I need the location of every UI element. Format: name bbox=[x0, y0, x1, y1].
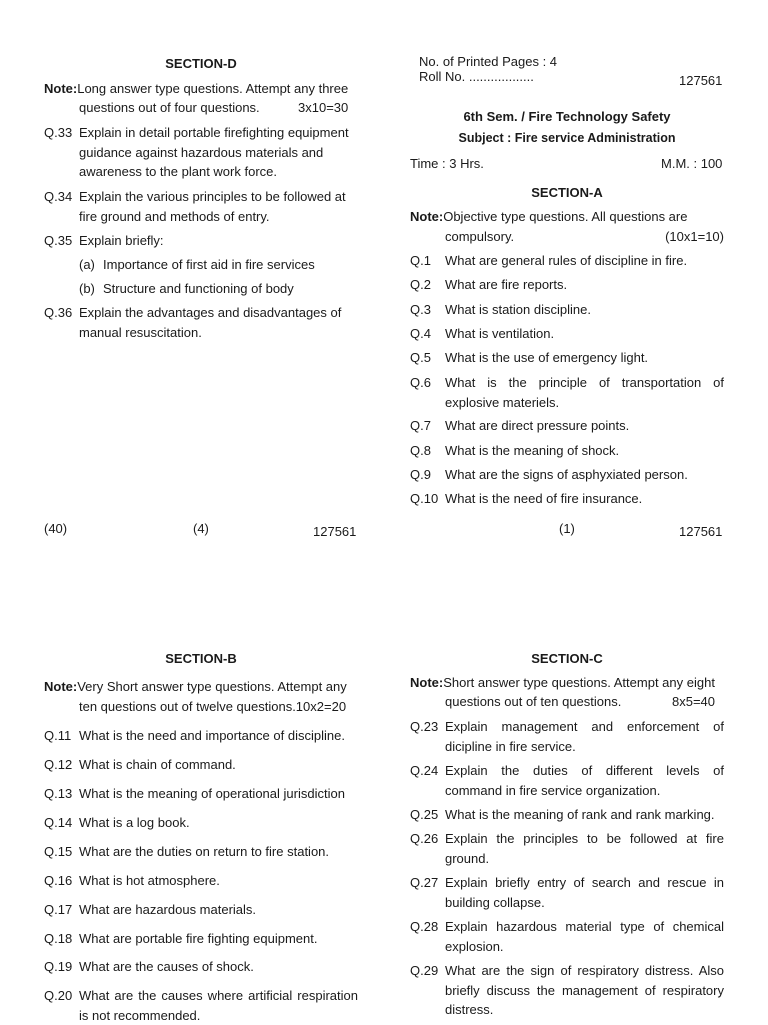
question-text-line: briefly discuss the management of respiratory bbox=[445, 981, 724, 1001]
question-number: Q.18 bbox=[44, 929, 72, 949]
section-a-note-line2 bbox=[445, 227, 724, 247]
note-text-line2: ten questions out of twelve questions.10x2=20 bbox=[79, 699, 346, 714]
question-text-line: What is the meaning of rank and rank marking. bbox=[445, 805, 724, 825]
footer-page-number: (4) bbox=[193, 521, 209, 536]
question-text-line: What is the meaning of operational jurisdiction bbox=[79, 784, 358, 804]
question-q18 bbox=[44, 929, 358, 949]
subpart-label: (b) bbox=[79, 281, 95, 296]
question-q29 bbox=[410, 961, 724, 1020]
question-text-line: Explain the duties of different levels of bbox=[445, 761, 724, 781]
section-a-title: SECTION-A bbox=[410, 185, 724, 200]
question-number: Q.23 bbox=[410, 717, 438, 737]
question-number: Q.15 bbox=[44, 842, 72, 862]
question-text-line: What is the need of fire insurance. bbox=[445, 489, 724, 509]
section-d-note-line2 bbox=[79, 98, 362, 118]
question-q27 bbox=[410, 873, 724, 912]
question-text-line: command in fire service organization. bbox=[445, 781, 724, 801]
question-q1 bbox=[410, 251, 724, 271]
question-text-line: Explain the various principles to be followed at bbox=[79, 187, 358, 207]
question-q9 bbox=[410, 465, 724, 485]
question-text-line: What is the use of emergency light. bbox=[445, 348, 724, 368]
question-q12 bbox=[44, 755, 358, 775]
question-text-line: What is ventilation. bbox=[445, 324, 724, 344]
question-text-line: What are the causes where artificial respiration bbox=[79, 986, 358, 1006]
section-a-note bbox=[410, 207, 724, 227]
question-text-line: Explain briefly: bbox=[79, 231, 358, 251]
subpart-text: Structure and functioning of body bbox=[103, 279, 294, 299]
note-label: Note: bbox=[44, 679, 77, 694]
footer-page-number: (1) bbox=[559, 521, 575, 536]
question-q4 bbox=[410, 324, 724, 344]
question-q26 bbox=[410, 829, 724, 868]
note-marks: (10x1=10) bbox=[665, 227, 724, 247]
question-text-line: What is hot atmosphere. bbox=[79, 871, 358, 891]
question-number: Q.2 bbox=[410, 275, 431, 295]
question-text-line: building collapse. bbox=[445, 893, 724, 913]
question-text-line: Explain management and enforcement of bbox=[445, 717, 724, 737]
question-number: Q.20 bbox=[44, 986, 72, 1006]
question-q24 bbox=[410, 761, 724, 800]
question-number: Q.10 bbox=[410, 489, 438, 509]
question-text-line: awareness to the plant work force. bbox=[79, 162, 358, 182]
question-text-line: What is the need and importance of discipline. bbox=[79, 726, 358, 746]
subject-line: Subject : Fire service Administration bbox=[410, 131, 724, 145]
note-label: Note: bbox=[44, 81, 77, 96]
note-text-line2: questions out of four questions. bbox=[79, 100, 260, 115]
question-number: Q.28 bbox=[410, 917, 438, 937]
question-text-line: distress. bbox=[445, 1000, 724, 1020]
question-number: Q.14 bbox=[44, 813, 72, 833]
question-number: Q.7 bbox=[410, 416, 431, 436]
question-text-line: manual resuscitation. bbox=[79, 323, 358, 343]
question-text-line: explosive materiels. bbox=[445, 393, 724, 413]
footer-marks: (40) bbox=[44, 521, 67, 536]
question-number: Q.12 bbox=[44, 755, 72, 775]
section-d-note bbox=[44, 79, 362, 99]
question-q33 bbox=[44, 123, 358, 183]
question-q19 bbox=[44, 957, 358, 977]
note-label: Note: bbox=[410, 209, 443, 224]
question-text-line: What are fire reports. bbox=[445, 275, 724, 295]
question-q34 bbox=[44, 187, 358, 227]
question-text-line: What is chain of command. bbox=[79, 755, 358, 775]
note-text-line1: Objective type questions. All questions are bbox=[443, 209, 687, 224]
note-label: Note: bbox=[410, 675, 443, 690]
question-text-line: dicipline in fire service. bbox=[445, 737, 724, 757]
question-q6 bbox=[410, 373, 724, 412]
question-text-line: What are portable fire fighting equipment. bbox=[79, 929, 358, 949]
question-text-line: What is the principle of transportation of bbox=[445, 373, 724, 393]
question-number: Q.3 bbox=[410, 300, 431, 320]
question-text-line: What is the meaning of shock. bbox=[445, 441, 724, 461]
question-text-line: explosion. bbox=[445, 937, 724, 957]
section-c-title: SECTION-C bbox=[410, 651, 724, 666]
question-number: Q.34 bbox=[44, 187, 72, 207]
section-c-note bbox=[410, 673, 724, 693]
question-q15 bbox=[44, 842, 358, 862]
footer-paper-code: 127561 bbox=[679, 524, 722, 539]
question-text-line: fire ground and methods of entry. bbox=[79, 207, 358, 227]
section-c-note-line2 bbox=[445, 692, 724, 712]
footer-paper-code: 127561 bbox=[313, 524, 356, 539]
note-marks: 3x10=30 bbox=[298, 98, 348, 118]
question-number: Q.29 bbox=[410, 961, 438, 981]
exam-time: Time : 3 Hrs. bbox=[410, 156, 484, 171]
question-number: Q.16 bbox=[44, 871, 72, 891]
question-number: Q.35 bbox=[44, 231, 72, 251]
max-marks: M.M. : 100 bbox=[661, 156, 722, 171]
question-q13 bbox=[44, 784, 358, 804]
question-text-line: What are the duties on return to fire station. bbox=[79, 842, 358, 862]
question-text-line: What are the signs of asphyxiated person. bbox=[445, 465, 724, 485]
question-text-line: Explain the principles to be followed at fire bbox=[445, 829, 724, 849]
question-q14 bbox=[44, 813, 358, 833]
question-text-line: What are direct pressure points. bbox=[445, 416, 724, 436]
paper-code: 127561 bbox=[679, 73, 722, 88]
question-q16 bbox=[44, 871, 358, 891]
question-text-line: What are hazardous materials. bbox=[79, 900, 358, 920]
question-text-line: is not recommended. bbox=[79, 1006, 358, 1025]
subpart-a bbox=[79, 255, 358, 275]
note-text-line1: Long answer type questions. Attempt any three bbox=[77, 81, 348, 96]
question-text-line: ground. bbox=[445, 849, 724, 869]
question-q23 bbox=[410, 717, 724, 756]
subpart-label: (a) bbox=[79, 257, 95, 272]
question-number: Q.36 bbox=[44, 303, 72, 323]
question-text-line: Explain briefly entry of search and rescue in bbox=[445, 873, 724, 893]
section-b-note bbox=[44, 677, 362, 697]
question-q7 bbox=[410, 416, 724, 436]
note-text-line1: Short answer type questions. Attempt any eight bbox=[443, 675, 715, 690]
question-number: Q.5 bbox=[410, 348, 431, 368]
question-number: Q.27 bbox=[410, 873, 438, 893]
question-q36 bbox=[44, 303, 358, 343]
question-number: Q.24 bbox=[410, 761, 438, 781]
question-text-line: Explain hazardous material type of chemical bbox=[445, 917, 724, 937]
question-number: Q.25 bbox=[410, 805, 438, 825]
question-q25 bbox=[410, 805, 724, 825]
question-text-line: Explain the advantages and disadvantages of bbox=[79, 303, 358, 323]
question-number: Q.19 bbox=[44, 957, 72, 977]
question-q5 bbox=[410, 348, 724, 368]
question-text-line: Explain in detail portable firefighting equipment bbox=[79, 123, 358, 143]
question-q10 bbox=[410, 489, 724, 509]
question-text-line: What are the causes of shock. bbox=[79, 957, 358, 977]
question-number: Q.13 bbox=[44, 784, 72, 804]
question-q3 bbox=[410, 300, 724, 320]
question-q11 bbox=[44, 726, 358, 746]
question-q17 bbox=[44, 900, 358, 920]
question-text-line: What are the sign of respiratory distress. Also bbox=[445, 961, 724, 981]
note-text-line2: compulsory. bbox=[445, 229, 514, 244]
question-q28 bbox=[410, 917, 724, 956]
note-text-line2: questions out of ten questions. bbox=[445, 694, 621, 709]
question-text-line: What is a log book. bbox=[79, 813, 358, 833]
question-number: Q.1 bbox=[410, 251, 431, 271]
section-b-note-line2 bbox=[79, 697, 362, 717]
note-text-line1: Very Short answer type questions. Attempt any bbox=[77, 679, 347, 694]
question-number: Q.8 bbox=[410, 441, 431, 461]
question-number: Q.26 bbox=[410, 829, 438, 849]
question-number: Q.6 bbox=[410, 373, 431, 393]
roll-number: Roll No. .................. bbox=[419, 69, 534, 84]
subpart-b bbox=[79, 279, 358, 299]
question-text-line: guidance against hazardous materials and bbox=[79, 143, 358, 163]
question-number: Q.11 bbox=[44, 726, 71, 746]
printed-pages: No. of Printed Pages : 4 bbox=[419, 54, 557, 69]
subpart-text: Importance of first aid in fire services bbox=[103, 255, 315, 275]
question-number: Q.4 bbox=[410, 324, 431, 344]
question-number: Q.9 bbox=[410, 465, 431, 485]
question-text-line: What are general rules of discipline in fire. bbox=[445, 251, 724, 271]
question-q8 bbox=[410, 441, 724, 461]
question-q2 bbox=[410, 275, 724, 295]
question-number: Q.33 bbox=[44, 123, 72, 143]
note-marks: 8x5=40 bbox=[672, 692, 715, 712]
section-b-title: SECTION-B bbox=[40, 651, 362, 666]
question-q20 bbox=[44, 986, 358, 1025]
question-number: Q.17 bbox=[44, 900, 72, 920]
section-d-title: SECTION-D bbox=[40, 56, 362, 71]
question-q35 bbox=[44, 231, 358, 251]
semester-line: 6th Sem. / Fire Technology Safety bbox=[410, 109, 724, 124]
question-text-line: What is station discipline. bbox=[445, 300, 724, 320]
